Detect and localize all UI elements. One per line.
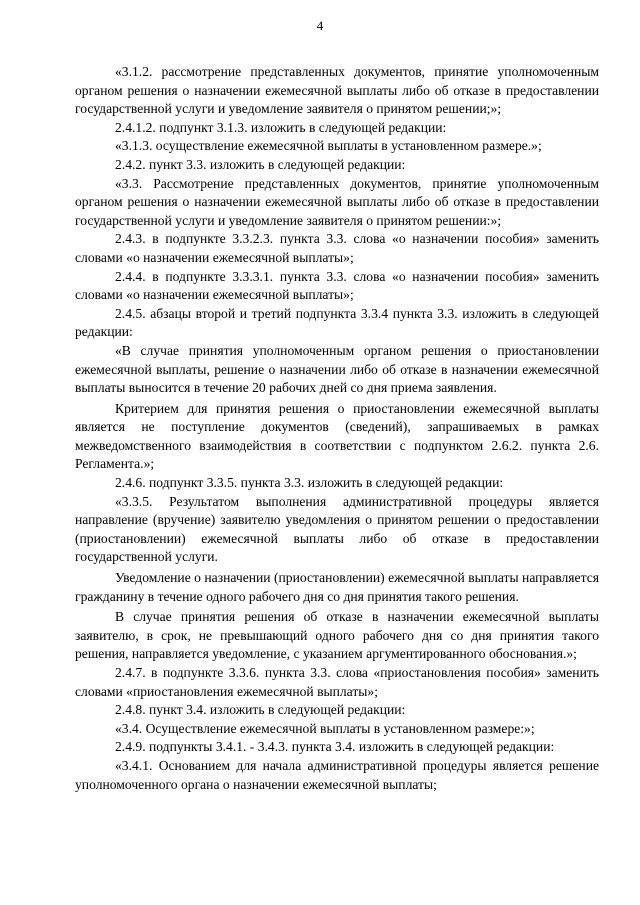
paragraph: 2.4.4. в подпункте 3.3.3.1. пункта 3.3. слова «о назначении пособия» заменить словами «о назначении ежемесячной выплаты»;: [75, 268, 599, 303]
paragraph: 2.4.3. в подпункте 3.3.2.3. пункта 3.3. слова «о назначении пособия» заменить словами «о назначении ежемесячной выплаты»;: [75, 231, 599, 265]
paragraph: «3.4. Осуществление ежемесячной выплаты в установленном размере:»;: [115, 720, 535, 736]
paragraph: 2.4.7. в подпункте 3.3.6. пункта 3.3. слова «приостановления пособия» заменить словами «приостановления ежемесячной выплаты»;: [75, 665, 599, 699]
paragraph: «В случае принятия уполномоченным органом решения о приостановлении ежемесячной выплаты, решение о назначении либо об отказе в назначении ежемесячной выплаты выносится в течение 20 рабочих дней со дня приема заявления.: [75, 342, 599, 396]
paragraph: «3.1.2. рассмотрение представленных документов, принятие уполномоченным органом решения о назначении ежемесячной выплаты либо об отказе в предоставлении государственной услуги и уведомление заявителя о принятом решении;»;: [75, 64, 599, 117]
paragraph: 2.4.8. пункт 3.4. изложить в следующей редакции:: [115, 702, 406, 718]
paragraph: «3.3.5. Результатом выполнения административной процедуры является направление (вручение) заявителю уведомления о принятом решении о предоставлении (приостановлении) ежемесячной выплаты либо об отказе в предоставлении государственной услуги.: [75, 493, 599, 565]
paragraph: Критерием для принятия решения о приостановлении ежемесячной выплаты является не поступление документов (сведений), запрашиваемых в рамках межведомственного взаимодействия в соответствии с подпунктом 2.6.2. пункта 2.6. Регламента.»;: [75, 400, 599, 472]
paragraph: В случае принятия решения об отказе в назначении ежемесячной выплаты заявителю, в срок, не превышающий одного рабочего дня со дня принятия такого решения, направляется уведомление, с указанием аргументированного обоснования.»;: [75, 609, 599, 662]
paragraph: «3.1.3. осуществление ежемесячной выплаты в установленном размере.»;: [115, 138, 542, 154]
paragraph: 2.4.9. подпункты 3.4.1. - 3.4.3. пункта 3.4. изложить в следующей редакции:: [115, 739, 555, 755]
paragraph: «3.4.1. Основанием для начала административной процедуры является решение уполномоченного органа о назначении ежемесячной выплаты;: [75, 757, 599, 792]
paragraph: Уведомление о назначении (приостановлении) ежемесячной выплаты направляется гражданину в течение одного рабочего дня со дня принятия такого решения.: [75, 570, 599, 604]
paragraph: 2.4.2. пункт 3.3. изложить в следующей редакции:: [115, 156, 406, 172]
paragraph: 2.4.6. подпункт 3.3.5. пункта 3.3. изложить в следующей редакции:: [115, 475, 504, 491]
paragraph: 2.4.1.2. подпункт 3.1.3. изложить в следующей редакции:: [115, 119, 447, 135]
paragraph: «3.3. Рассмотрение представленных документов, принятие уполномоченным органом решения о назначении ежемесячной выплаты либо об отказе в предоставлении государственной услуги и уведомление заявителя о принятом решении:»;: [75, 175, 599, 228]
page-number: 4: [316, 18, 324, 33]
paragraph: 2.4.5. абзацы второй и третий подпункта 3.3.4 пункта 3.3. изложить в следующей редакции:: [75, 305, 599, 340]
document-body: [75, 63, 599, 794]
